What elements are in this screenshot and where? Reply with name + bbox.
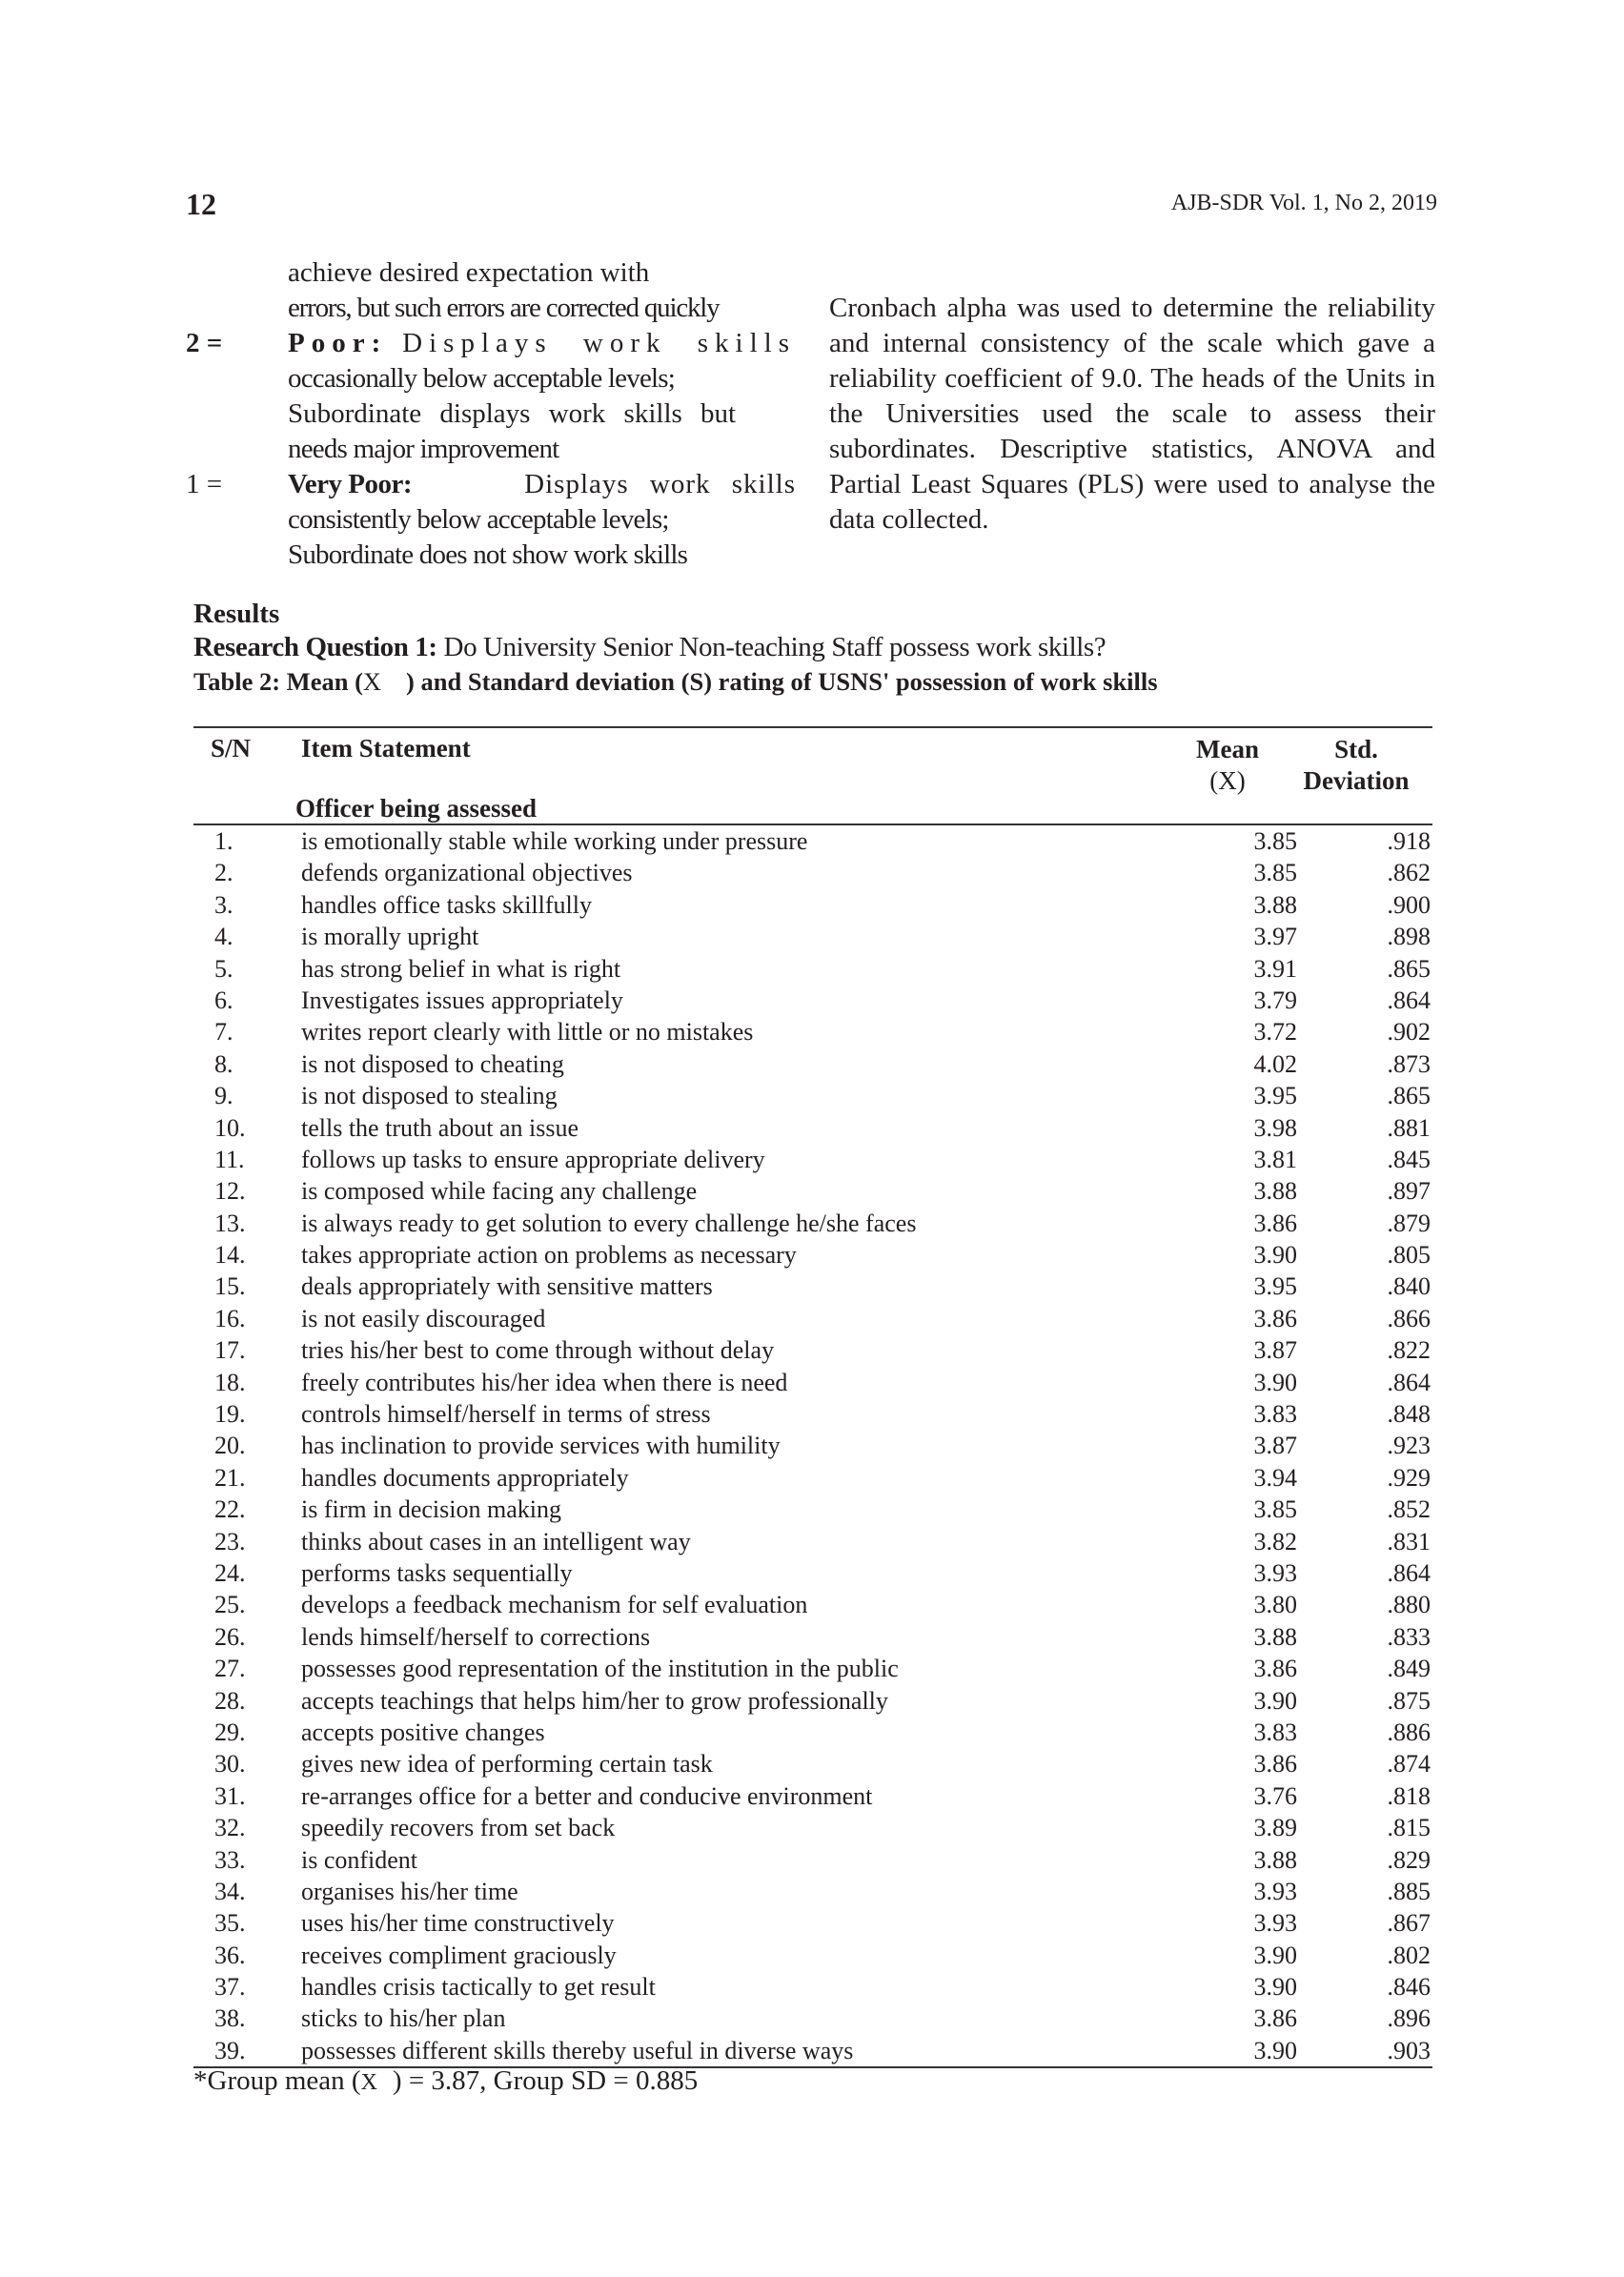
scale-text: Subordinate displays work skills but (288, 398, 737, 429)
table-row (193, 1844, 1432, 1876)
row-mean: 3.90 (1253, 2036, 1297, 2064)
row-std-deviation: .873 (1387, 1049, 1431, 1078)
row-sn: 33. (214, 1845, 246, 1874)
row-item-statement: speedily recovers from set back (301, 1814, 616, 1842)
row-std-deviation: .879 (1387, 1209, 1431, 1237)
row-mean: 3.97 (1253, 923, 1297, 951)
scale-text: consistently below acceptable levels; (288, 504, 669, 535)
row-item-statement: uses his/her time constructively (301, 1909, 615, 1938)
row-mean: 3.86 (1253, 1304, 1297, 1332)
row-std-deviation: .885 (1387, 1877, 1431, 1905)
row-mean: 3.91 (1253, 954, 1297, 983)
table-row (193, 889, 1432, 921)
table-row (193, 1112, 1432, 1144)
row-std-deviation: .865 (1387, 954, 1431, 983)
row-std-deviation: .831 (1387, 1527, 1431, 1555)
table-row (193, 1653, 1432, 1684)
row-sn: 26. (214, 1622, 246, 1651)
row-std-deviation: .852 (1387, 1495, 1431, 1524)
row-sn: 19. (214, 1400, 246, 1429)
table-row (193, 921, 1432, 952)
row-sn: 5. (214, 954, 233, 983)
row-mean: 3.86 (1253, 2004, 1297, 2033)
table-row (193, 1717, 1432, 1748)
row-std-deviation: .865 (1387, 1082, 1431, 1110)
row-sn: 30. (214, 1750, 246, 1779)
row-item-statement: handles office tasks skillfully (301, 890, 592, 919)
scale-text: Subordinate does not show work skills (288, 539, 688, 570)
row-item-statement: is confident (301, 1845, 418, 1874)
table-row (193, 825, 1432, 857)
table-row (193, 1907, 1432, 1939)
row-item-statement: possesses different skills thereby useful in diverse ways (301, 2036, 854, 2064)
table-row (193, 1430, 1432, 1461)
row-item-statement: is morally upright (301, 923, 479, 951)
scale-first-line: Displays work skills (524, 469, 796, 499)
scale-line (186, 255, 796, 291)
table-row (193, 1526, 1432, 1557)
table-row (193, 1016, 1432, 1047)
row-sn: 9. (214, 1082, 233, 1110)
row-item-statement: gives new idea of performing certain task (301, 1750, 713, 1779)
row-std-deviation: .848 (1387, 1400, 1431, 1429)
row-sn: 13. (214, 1209, 246, 1237)
row-sn: 21. (214, 1463, 246, 1492)
row-mean: 3.86 (1253, 1655, 1297, 1683)
row-std-deviation: .846 (1387, 1973, 1431, 2002)
table-row (193, 1144, 1432, 1175)
scale-label: Very Poor: (288, 469, 413, 499)
header-sn: S/N (211, 734, 252, 762)
row-mean: 3.98 (1253, 1113, 1297, 1142)
row-mean: 3.90 (1253, 1241, 1297, 1270)
table-row (193, 1748, 1432, 1779)
table-row (193, 1780, 1432, 1812)
row-mean: 3.93 (1253, 1558, 1297, 1587)
table-row (193, 1334, 1432, 1366)
row-item-statement: writes report clearly with little or no mistakes (301, 1018, 754, 1047)
row-sn: 28. (214, 1686, 246, 1715)
row-std-deviation: .862 (1387, 859, 1431, 887)
page-number: 12 (186, 187, 216, 221)
table-row (193, 1462, 1432, 1494)
header-std-deviation: Std. Deviation (1303, 735, 1410, 795)
table-row (193, 1239, 1432, 1271)
row-item-statement: deals appropriately with sensitive matters (301, 1272, 713, 1301)
row-std-deviation: .880 (1387, 1591, 1431, 1619)
row-sn: 4. (214, 923, 233, 951)
scale-label: Poor: (288, 328, 388, 358)
row-mean: 3.85 (1253, 859, 1297, 887)
row-sn: 34. (214, 1877, 246, 1905)
row-std-deviation: .918 (1387, 827, 1431, 855)
mean-symbol: (X) (1209, 766, 1246, 795)
row-mean: 3.85 (1253, 1495, 1297, 1524)
table-row (193, 1589, 1432, 1620)
table-row (193, 1080, 1432, 1111)
research-question (193, 632, 1106, 663)
table-body (193, 825, 1432, 2066)
row-std-deviation: .929 (1387, 1463, 1431, 1492)
row-item-statement: freely contributes his/her idea when there is need (301, 1368, 788, 1396)
row-sn: 11. (214, 1145, 245, 1173)
mean-symbol: X (360, 2070, 377, 2095)
scale-item-poor (186, 326, 796, 361)
row-std-deviation: .815 (1387, 1814, 1431, 1842)
table-row (193, 1971, 1432, 2003)
row-mean: 3.88 (1253, 1177, 1297, 1206)
row-mean: 3.90 (1253, 1368, 1297, 1396)
row-mean: 3.93 (1253, 1877, 1297, 1905)
row-std-deviation: .845 (1387, 1145, 1431, 1173)
row-std-deviation: .802 (1387, 1941, 1431, 1969)
row-sn: 38. (214, 2004, 246, 2033)
row-sn: 32. (214, 1814, 246, 1842)
method-paragraph: Cronbach alpha was used to determine the reliability and internal consistency of the scale which gave a reliability coefficient of 9.0. The heads of the Units in the Universities used the scale to assess their subordinates. Descriptive statistics, ANOVA and Partial Least Squares (PLS) were used to analyse the data collected. (829, 293, 1435, 535)
row-mean: 3.87 (1253, 1432, 1297, 1460)
row-item-statement: is not disposed to cheating (301, 1049, 564, 1078)
row-mean: 3.93 (1253, 1909, 1297, 1938)
row-sn: 7. (214, 1018, 233, 1047)
row-std-deviation: .896 (1387, 2004, 1431, 2033)
row-mean: 3.72 (1253, 1018, 1297, 1047)
scale-line (186, 291, 796, 326)
row-item-statement: follows up tasks to ensure appropriate delivery (301, 1145, 765, 1173)
row-std-deviation: .840 (1387, 1272, 1431, 1301)
header-item-statement: Item Statement (301, 734, 471, 762)
row-std-deviation: .864 (1387, 986, 1431, 1014)
scale-text: errors, but such errors are corrected quickly (288, 293, 720, 323)
row-sn: 2. (214, 859, 233, 887)
row-sn: 31. (214, 1781, 246, 1810)
table-row (193, 1557, 1432, 1589)
rating-scale-continuation (186, 255, 796, 573)
row-sn: 35. (214, 1909, 246, 1938)
row-mean: 3.85 (1253, 827, 1297, 855)
row-item-statement: has strong belief in what is right (301, 954, 621, 983)
row-std-deviation: .818 (1387, 1781, 1431, 1810)
row-item-statement: tries his/her best to come through without delay (301, 1336, 775, 1365)
row-sn: 14. (214, 1241, 246, 1270)
header-subheader: Officer being assessed (295, 794, 537, 823)
row-std-deviation: .864 (1387, 1558, 1431, 1587)
row-sn: 24. (214, 1558, 246, 1587)
row-sn: 25. (214, 1591, 246, 1619)
table-row (193, 953, 1432, 985)
row-mean: 3.83 (1253, 1400, 1297, 1429)
row-sn: 27. (214, 1655, 246, 1683)
table-row (193, 1048, 1432, 1080)
table-row (193, 1812, 1432, 1843)
table-row (193, 1303, 1432, 1334)
row-mean: 3.83 (1253, 1718, 1297, 1746)
row-std-deviation: .867 (1387, 1909, 1431, 1938)
row-item-statement: is not easily discouraged (301, 1304, 546, 1332)
row-std-deviation: .849 (1387, 1655, 1431, 1683)
research-question-label: Research Question 1: (193, 632, 437, 662)
table-row (193, 2035, 1432, 2066)
row-item-statement: accepts teachings that helps him/her to grow professionally (301, 1686, 888, 1715)
table-title: Table 2: Mean (X ) and Standard deviation (S) rating of USNS' possession of work skills (193, 667, 1158, 696)
table-row (193, 1398, 1432, 1430)
table-row (193, 1940, 1432, 1971)
row-sn: 16. (214, 1304, 246, 1332)
row-std-deviation: .923 (1387, 1432, 1431, 1460)
row-mean: 3.81 (1253, 1145, 1297, 1173)
row-item-statement: lends himself/herself to corrections (301, 1622, 651, 1651)
table-row (193, 1175, 1432, 1207)
table-footnote: *Group mean (X ) = 3.87, Group SD = 0.885 (193, 2065, 699, 2096)
table-row (193, 1621, 1432, 1653)
row-item-statement: handles documents appropriately (301, 1463, 629, 1492)
scale-text: needs major improvement (288, 434, 559, 464)
row-sn: 22. (214, 1495, 246, 1524)
row-std-deviation: .900 (1387, 890, 1431, 919)
row-item-statement: accepts positive changes (301, 1718, 545, 1746)
scale-first-line: Displays work skills (402, 328, 796, 358)
row-sn: 18. (214, 1368, 246, 1396)
mean-symbol: X (362, 667, 382, 696)
row-item-statement: handles crisis tactically to get result (301, 1973, 656, 2002)
row-sn: 36. (214, 1941, 246, 1969)
row-sn: 8. (214, 1049, 233, 1078)
row-mean: 3.82 (1253, 1527, 1297, 1555)
row-sn: 23. (214, 1527, 246, 1555)
row-std-deviation: .805 (1387, 1241, 1431, 1270)
table-row (193, 2003, 1432, 2034)
row-sn: 15. (214, 1272, 246, 1301)
row-std-deviation: .903 (1387, 2036, 1431, 2064)
row-item-statement: receives compliment graciously (301, 1941, 617, 1969)
work-skills-table (193, 726, 1432, 2068)
table-row (193, 985, 1432, 1016)
row-item-statement: has inclination to provide services with humility (301, 1432, 781, 1460)
running-head: AJB-SDR Vol. 1, No 2, 2019 (1170, 191, 1437, 215)
row-sn: 10. (214, 1113, 246, 1142)
table-header (193, 728, 1432, 823)
row-mean: 3.89 (1253, 1814, 1297, 1842)
table-row (193, 1494, 1432, 1525)
row-mean: 3.79 (1253, 986, 1297, 1014)
row-sn: 6. (214, 986, 233, 1014)
header-mean: Mean (X) (1175, 734, 1280, 797)
row-mean: 3.76 (1253, 1781, 1297, 1810)
row-mean: 3.87 (1253, 1336, 1297, 1365)
row-item-statement: takes appropriate action on problems as necessary (301, 1241, 797, 1270)
scale-text: achieve desired expectation with (288, 257, 650, 288)
row-item-statement: performs tasks sequentially (301, 1558, 573, 1587)
row-std-deviation: .897 (1387, 1177, 1431, 1206)
row-std-deviation: .822 (1387, 1336, 1431, 1365)
row-mean: 3.90 (1253, 1686, 1297, 1715)
scale-key: 2 = (186, 328, 223, 358)
row-mean: 3.90 (1253, 1941, 1297, 1969)
row-std-deviation: .902 (1387, 1018, 1431, 1047)
row-std-deviation: .866 (1387, 1304, 1431, 1332)
table-row (193, 1367, 1432, 1398)
row-sn: 12. (214, 1177, 246, 1206)
row-std-deviation: .886 (1387, 1718, 1431, 1746)
row-mean: 3.88 (1253, 1845, 1297, 1874)
row-mean: 4.02 (1253, 1049, 1297, 1078)
row-mean: 3.88 (1253, 1622, 1297, 1651)
row-sn: 39. (214, 2036, 246, 2064)
row-item-statement: is composed while facing any challenge (301, 1177, 698, 1206)
row-std-deviation: .833 (1387, 1622, 1431, 1651)
table-row (193, 1876, 1432, 1907)
row-item-statement: defends organizational objectives (301, 859, 633, 887)
table-row (193, 1271, 1432, 1302)
row-item-statement: re-arranges office for a better and conducive environment (301, 1781, 873, 1810)
row-std-deviation: .864 (1387, 1368, 1431, 1396)
table-row (193, 1685, 1432, 1717)
row-mean: 3.95 (1253, 1082, 1297, 1110)
row-item-statement: Investigates issues appropriately (301, 986, 623, 1014)
row-mean: 3.90 (1253, 1973, 1297, 2002)
row-sn: 29. (214, 1718, 246, 1746)
row-mean: 3.88 (1253, 890, 1297, 919)
table-row (193, 1208, 1432, 1239)
row-item-statement: tells the truth about an issue (301, 1113, 579, 1142)
scale-text: occasionally below acceptable levels; (288, 363, 676, 394)
row-sn: 20. (214, 1432, 246, 1460)
row-std-deviation: .875 (1387, 1686, 1431, 1715)
row-sn: 37. (214, 1973, 246, 2002)
row-item-statement: sticks to his/her plan (301, 2004, 506, 2033)
row-sn: 3. (214, 890, 233, 919)
table-row (193, 857, 1432, 888)
row-item-statement: is not disposed to stealing (301, 1082, 558, 1110)
row-mean: 3.94 (1253, 1463, 1297, 1492)
row-sn: 1. (214, 827, 233, 855)
row-item-statement: organises his/her time (301, 1877, 518, 1905)
row-std-deviation: .881 (1387, 1113, 1431, 1142)
scale-item-very-poor (186, 467, 796, 502)
research-question-text: Do University Senior Non-teaching Staff possess work skills? (436, 632, 1106, 662)
row-item-statement: develops a feedback mechanism for self evaluation (301, 1591, 808, 1619)
row-item-statement: thinks about cases in an intelligent way (301, 1527, 691, 1555)
row-mean: 3.86 (1253, 1750, 1297, 1779)
row-item-statement: is always ready to get solution to every challenge he/she faces (301, 1209, 917, 1237)
row-item-statement: controls himself/herself in terms of stress (301, 1400, 711, 1429)
row-sn: 17. (214, 1336, 246, 1365)
row-mean: 3.86 (1253, 1209, 1297, 1237)
row-mean: 3.95 (1253, 1272, 1297, 1301)
row-item-statement: possesses good representation of the institution in the public (301, 1655, 899, 1683)
row-item-statement: is firm in decision making (301, 1495, 561, 1524)
row-mean: 3.80 (1253, 1591, 1297, 1619)
row-std-deviation: .829 (1387, 1845, 1431, 1874)
row-std-deviation: .874 (1387, 1750, 1431, 1779)
scale-key: 1 = (186, 469, 223, 499)
results-heading: Results (193, 599, 280, 629)
row-std-deviation: .898 (1387, 923, 1431, 951)
row-item-statement: is emotionally stable while working under pressure (301, 827, 808, 855)
